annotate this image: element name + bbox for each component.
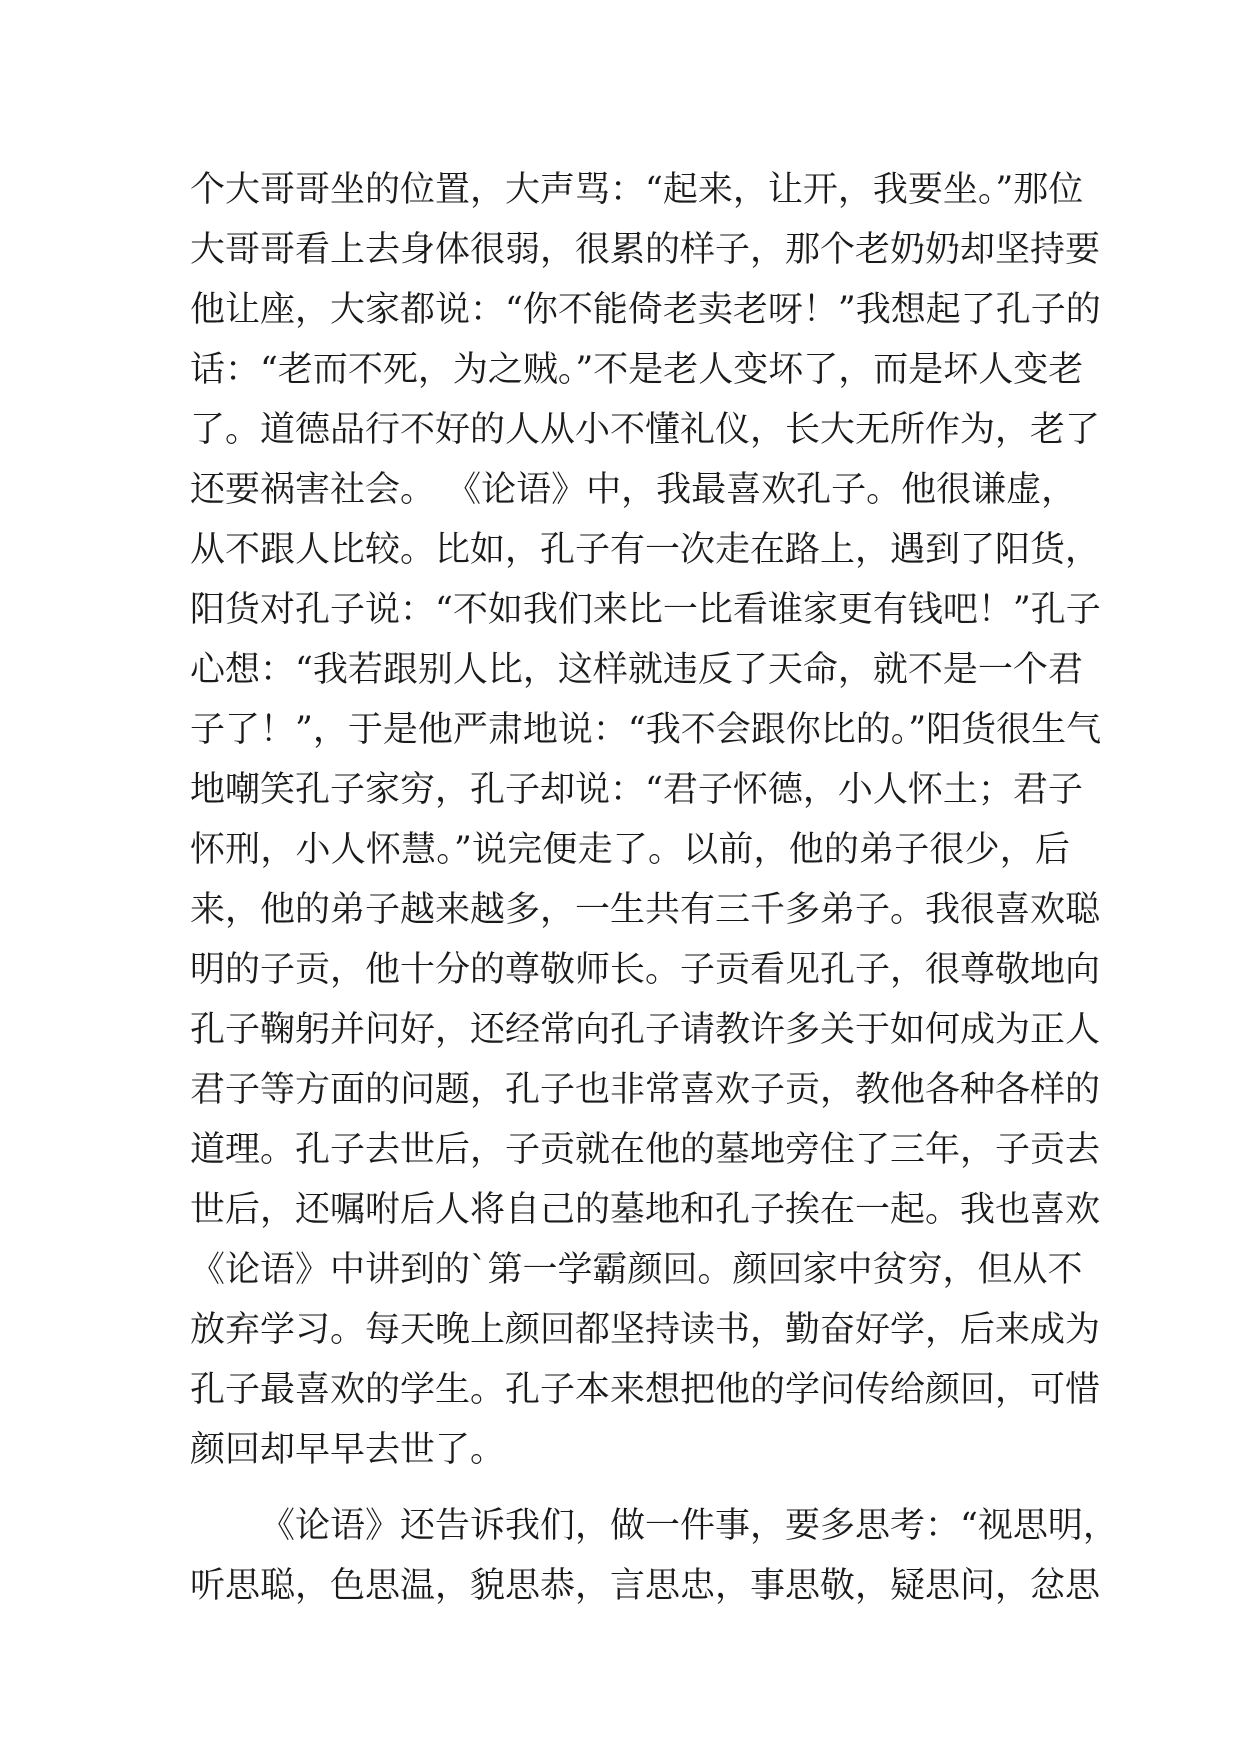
text-line: 他让座，大家都说：“你不能倚老卖老呀！”我想起了孔子的 [190, 290, 1101, 330]
text-line: 道理。孔子去世后，子贡就在他的墓地旁住了三年，子贡去 [190, 1130, 1101, 1170]
document-body [190, 160, 1118, 1616]
text-line: 来，他的弟子越来越多，一生共有三千多弟子。我很喜欢聪 [190, 890, 1101, 930]
text-line: 个大哥哥坐的位置，大声骂：“起来，让开，我要坐。”那位 [190, 170, 1084, 210]
text-line: 大哥哥看上去身体很弱，很累的样子，那个老奶奶却坚持要 [190, 230, 1101, 270]
text-line: 放弃学习。每天晚上颜回都坚持读书，勤奋好学，后来成为 [190, 1310, 1101, 1350]
text-line: 从不跟人比较。比如，孔子有一次走在路上，遇到了阳货， [190, 530, 1101, 570]
text-line: 孔子最喜欢的学生。孔子本来想把他的学问传给颜回，可惜 [190, 1370, 1101, 1410]
text-line: 世后，还嘱咐后人将自己的墓地和孔子挨在一起。我也喜欢 [190, 1190, 1101, 1230]
text-line: 明的子贡，他十分的尊敬师长。子贡看见孔子，很尊敬地向 [190, 950, 1101, 990]
text-line: 阳货对孔子说：“不如我们来比一比看谁家更有钱吧！”孔子 [190, 590, 1101, 630]
text-line: 怀刑，小人怀慧。”说完便走了。以前，他的弟子很少，后 [190, 830, 1070, 870]
text-line: 了。道德品行不好的人从小不懂礼仪，长大无所作为，老了 [190, 410, 1101, 450]
text-line: 地嘲笑孔子家穷，孔子却说：“君子怀德，小人怀土；君子 [190, 770, 1083, 810]
text-line: 孔子鞠躬并问好，还经常向孔子请教许多关于如何成为正人 [190, 1010, 1101, 1050]
text-line: 君子等方面的问题，孔子也非常喜欢子贡，教他各种各样的 [190, 1070, 1101, 1110]
text-line: 子了！”，于是他严肃地说：“我不会跟你比的。”阳货很生气 [190, 710, 1102, 750]
text-line: 话：“老而不死，为之贼。”不是老人变坏了，而是坏人变老 [190, 350, 1084, 390]
text-line: 《论语》还告诉我们，做一件事，要多思考：“视思明， [260, 1506, 1118, 1546]
text-line: 《论语》中讲到的`第一学霸颜回。颜回家中贫穷，但从不 [190, 1250, 1083, 1290]
paragraph-1 [190, 160, 1102, 1480]
text-line: 还要祸害社会。 《论语》中，我最喜欢孔子。他很谦虚， [190, 470, 1077, 510]
text-line: 心想：“我若跟别人比，这样就违反了天命，就不是一个君 [190, 650, 1083, 690]
text-line: 颜回却早早去世了。 [190, 1430, 506, 1470]
paragraph-2 [190, 1496, 1118, 1616]
text-line: 听思聪，色思温，貌思恭，言思忠，事思敬，疑思问，忿思 [190, 1566, 1101, 1606]
paragraph-gap [190, 1480, 1070, 1496]
